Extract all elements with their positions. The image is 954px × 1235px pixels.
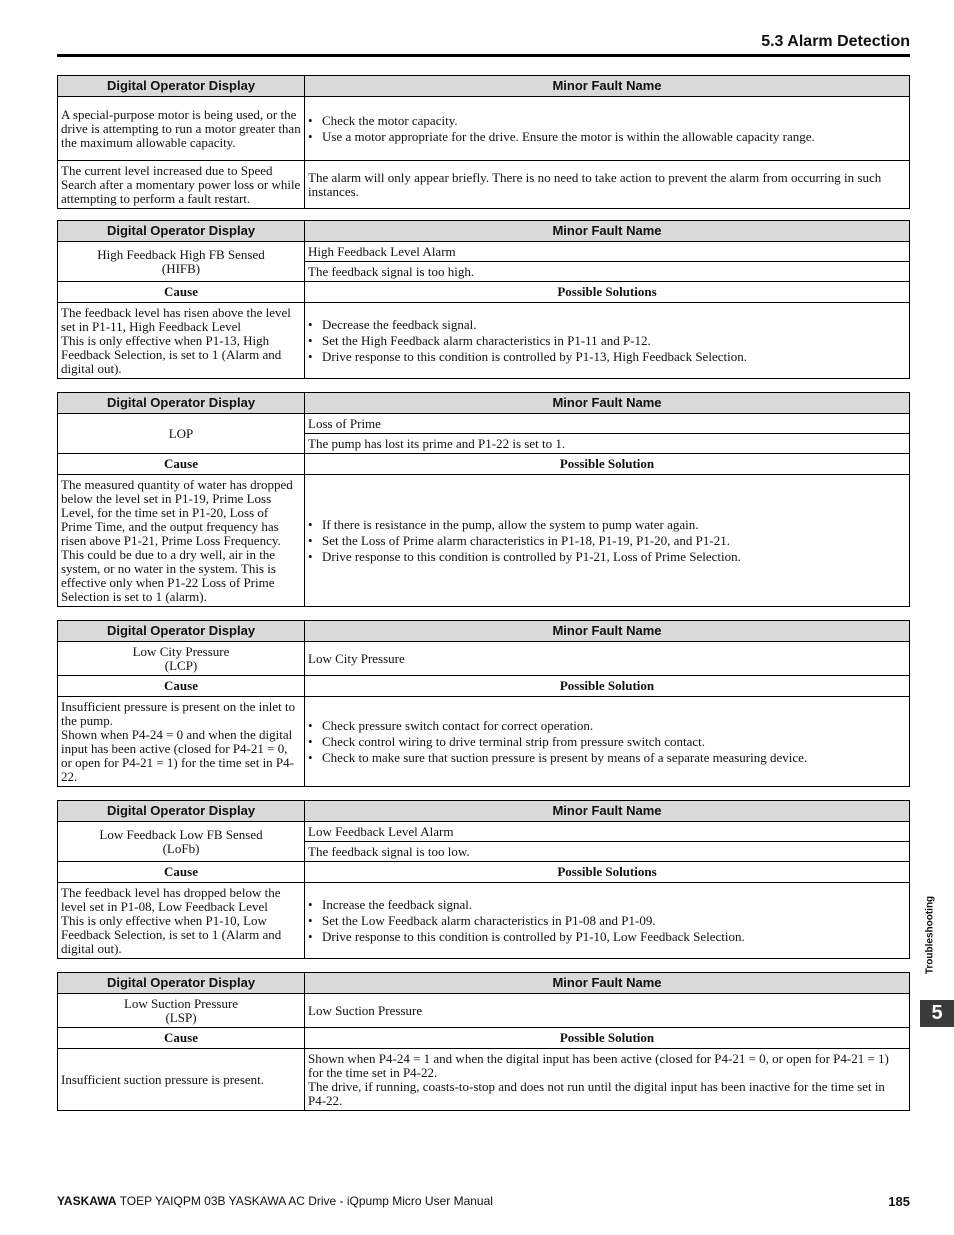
solution-line: Shown when P4-24 = 1 and when the digital input has been active (closed for P4-21 = 0, or open for P4-21 = 1) for the time set in P4-22. (308, 1050, 889, 1080)
display-header: Digital Operator Display (58, 621, 305, 642)
fault-name: Low City Pressure (305, 642, 910, 676)
fault-table-motor-capacity (57, 75, 910, 209)
solutions-cell (305, 303, 910, 379)
solutions-header: Possible Solution (305, 1028, 910, 1049)
cause-header: Cause (58, 454, 305, 475)
solutions-cell (305, 883, 910, 959)
solutions-cell (305, 475, 910, 607)
solutions-header: Possible Solutions (305, 282, 910, 303)
section-title: 5.3 Alarm Detection (761, 33, 910, 50)
solution-text: The alarm will only appear briefly. There is no need to take action to prevent the alarm from occurring in such instances. (305, 161, 910, 209)
display-code-cell (58, 242, 305, 282)
fault-table-lsp (57, 972, 910, 1111)
fault-name-header: Minor Fault Name (305, 973, 910, 994)
fault-name-header: Minor Fault Name (305, 621, 910, 642)
cause-header: Cause (58, 676, 305, 697)
solutions-header: Possible Solution (305, 454, 910, 475)
cause-line: This is only effective when P1-13, High Feedback Selection, is set to 1 (Alarm and digital out). (61, 332, 282, 376)
cause-header: Cause (58, 1028, 305, 1049)
chapter-tab: 5 (920, 1000, 954, 1027)
solutions-header: Possible Solutions (305, 862, 910, 883)
display-text: High Feedback High FB Sensed (97, 246, 265, 262)
cause-line: Insufficient pressure is present on the inlet to the pump. (61, 698, 296, 728)
fault-table-hifb (57, 220, 910, 379)
fault-description: The feedback signal is too low. (305, 842, 910, 862)
fault-description: The pump has lost its prime and P1-22 is set to 1. (305, 434, 910, 454)
solution-item: • Check the motor capacity. (322, 114, 906, 128)
fault-name: Loss of Prime (305, 414, 910, 434)
display-header: Digital Operator Display (58, 221, 305, 242)
cause-header: Cause (58, 862, 305, 883)
cause-cell (58, 883, 305, 959)
solution-item: • Check control wiring to drive terminal strip from pressure switch contact. (322, 735, 906, 749)
display-header: Digital Operator Display (58, 76, 305, 97)
header-rule (57, 54, 910, 57)
solution-item: • Use a motor appropriate for the drive. Ensure the motor is within the allowable capacity range. (322, 130, 906, 144)
solution-item: • Drive response to this condition is controlled by P1-10, Low Feedback Selection. (322, 930, 906, 944)
cause-line: The feedback level has risen above the level set in P1-11, High Feedback Level (61, 304, 291, 334)
solution-item: • Set the Low Feedback alarm characteristics in P1-08 and P1-09. (322, 914, 906, 928)
fault-name-header: Minor Fault Name (305, 76, 910, 97)
display-header: Digital Operator Display (58, 393, 305, 414)
fault-description: The feedback signal is too high. (305, 262, 910, 282)
cause-cell: The measured quantity of water has dropped below the level set in P1-19, Prime Loss Level, for the time set in P1-20, Loss of Prime Time, and the output frequency has risen above P1-21, Prime Loss Frequency. This could be due to a dry well, air in the system, or no water in the system. This is effective only when P1-22 Loss of Prime Selection is set to 1 (alarm). (58, 475, 305, 607)
display-text: Low Suction Pressure (123, 995, 239, 1011)
display-text: Low City Pressure (132, 643, 230, 659)
page-number: 185 (888, 1194, 910, 1209)
cause-header: Cause (58, 282, 305, 303)
display-code: (HIFB) (161, 260, 201, 276)
solution-item: • If there is resistance in the pump, allow the system to pump water again. (322, 518, 906, 532)
fault-name-header: Minor Fault Name (305, 801, 910, 822)
display-code: (LoFb) (162, 840, 200, 856)
cause-line: The feedback level has dropped below the level set in P1-08, Low Feedback Level (61, 884, 281, 914)
cause-cell: A special-purpose motor is being used, or the drive is attempting to run a motor greater than the maximum allowable capacity. (58, 97, 305, 161)
display-header: Digital Operator Display (58, 801, 305, 822)
display-code-cell (58, 822, 305, 862)
fault-table-lop (57, 392, 910, 607)
footer-brand: YASKAWA (57, 1194, 117, 1208)
solution-item: • Set the High Feedback alarm characteristics in P1-11 and P-12. (322, 334, 906, 348)
solution-item: • Increase the feedback signal. (322, 898, 906, 912)
cause-line: This is only effective when P1-10, Low Feedback Selection, is set to 1 (Alarm and digital out). (61, 912, 282, 956)
solution-line: The drive, if running, coasts-to-stop and does not run until the digital input has been inactive for the time set in P4-22. (308, 1078, 885, 1108)
solutions-header: Possible Solution (305, 676, 910, 697)
chapter-side-label: Troubleshooting (924, 895, 936, 975)
solution-item: • Drive response to this condition is controlled by P1-21, Loss of Prime Selection. (322, 550, 906, 564)
display-text: Low Feedback Low FB Sensed (99, 826, 263, 842)
display-code: (LSP) (165, 1009, 197, 1025)
cause-cell (58, 697, 305, 787)
footer-doc-title: TOEP YAIQPM 03B YASKAWA AC Drive - iQpump Micro User Manual (116, 1194, 493, 1208)
solutions-cell (305, 1049, 910, 1111)
fault-table-lofb (57, 800, 910, 959)
display-code-cell (58, 642, 305, 676)
display-code-cell (58, 994, 305, 1028)
solutions-cell (305, 697, 910, 787)
display-code: (LCP) (164, 657, 198, 673)
fault-name: High Feedback Level Alarm (305, 242, 910, 262)
cause-line: Shown when P4-24 = 0 and when the digital input has been active (closed for P4-21 = 0, or open for P4-21 = 1) for the time set in P4-22. (61, 726, 294, 784)
solution-item: • Decrease the feedback signal. (322, 318, 906, 332)
display-header: Digital Operator Display (58, 973, 305, 994)
fault-name: Low Suction Pressure (305, 994, 910, 1028)
solution-item: • Drive response to this condition is controlled by P1-13, High Feedback Selection. (322, 350, 906, 364)
cause-cell (58, 303, 305, 379)
display-code: LOP (58, 414, 305, 454)
solutions-cell (305, 97, 910, 161)
cause-cell: Insufficient suction pressure is present. (58, 1049, 305, 1111)
solution-item: • Set the Loss of Prime alarm characteristics in P1-18, P1-19, P1-20, and P1-21. (322, 534, 906, 548)
fault-name-header: Minor Fault Name (305, 221, 910, 242)
solution-item: • Check to make sure that suction pressure is present by means of a separate measuring device. (322, 751, 906, 765)
fault-name-header: Minor Fault Name (305, 393, 910, 414)
fault-table-lcp (57, 620, 910, 787)
solution-item: • Check pressure switch contact for correct operation. (322, 719, 906, 733)
page-footer (57, 1194, 910, 1208)
cause-cell: The current level increased due to Speed Search after a momentary power loss or while attempting to perform a fault restart. (58, 161, 305, 209)
fault-name: Low Feedback Level Alarm (305, 822, 910, 842)
